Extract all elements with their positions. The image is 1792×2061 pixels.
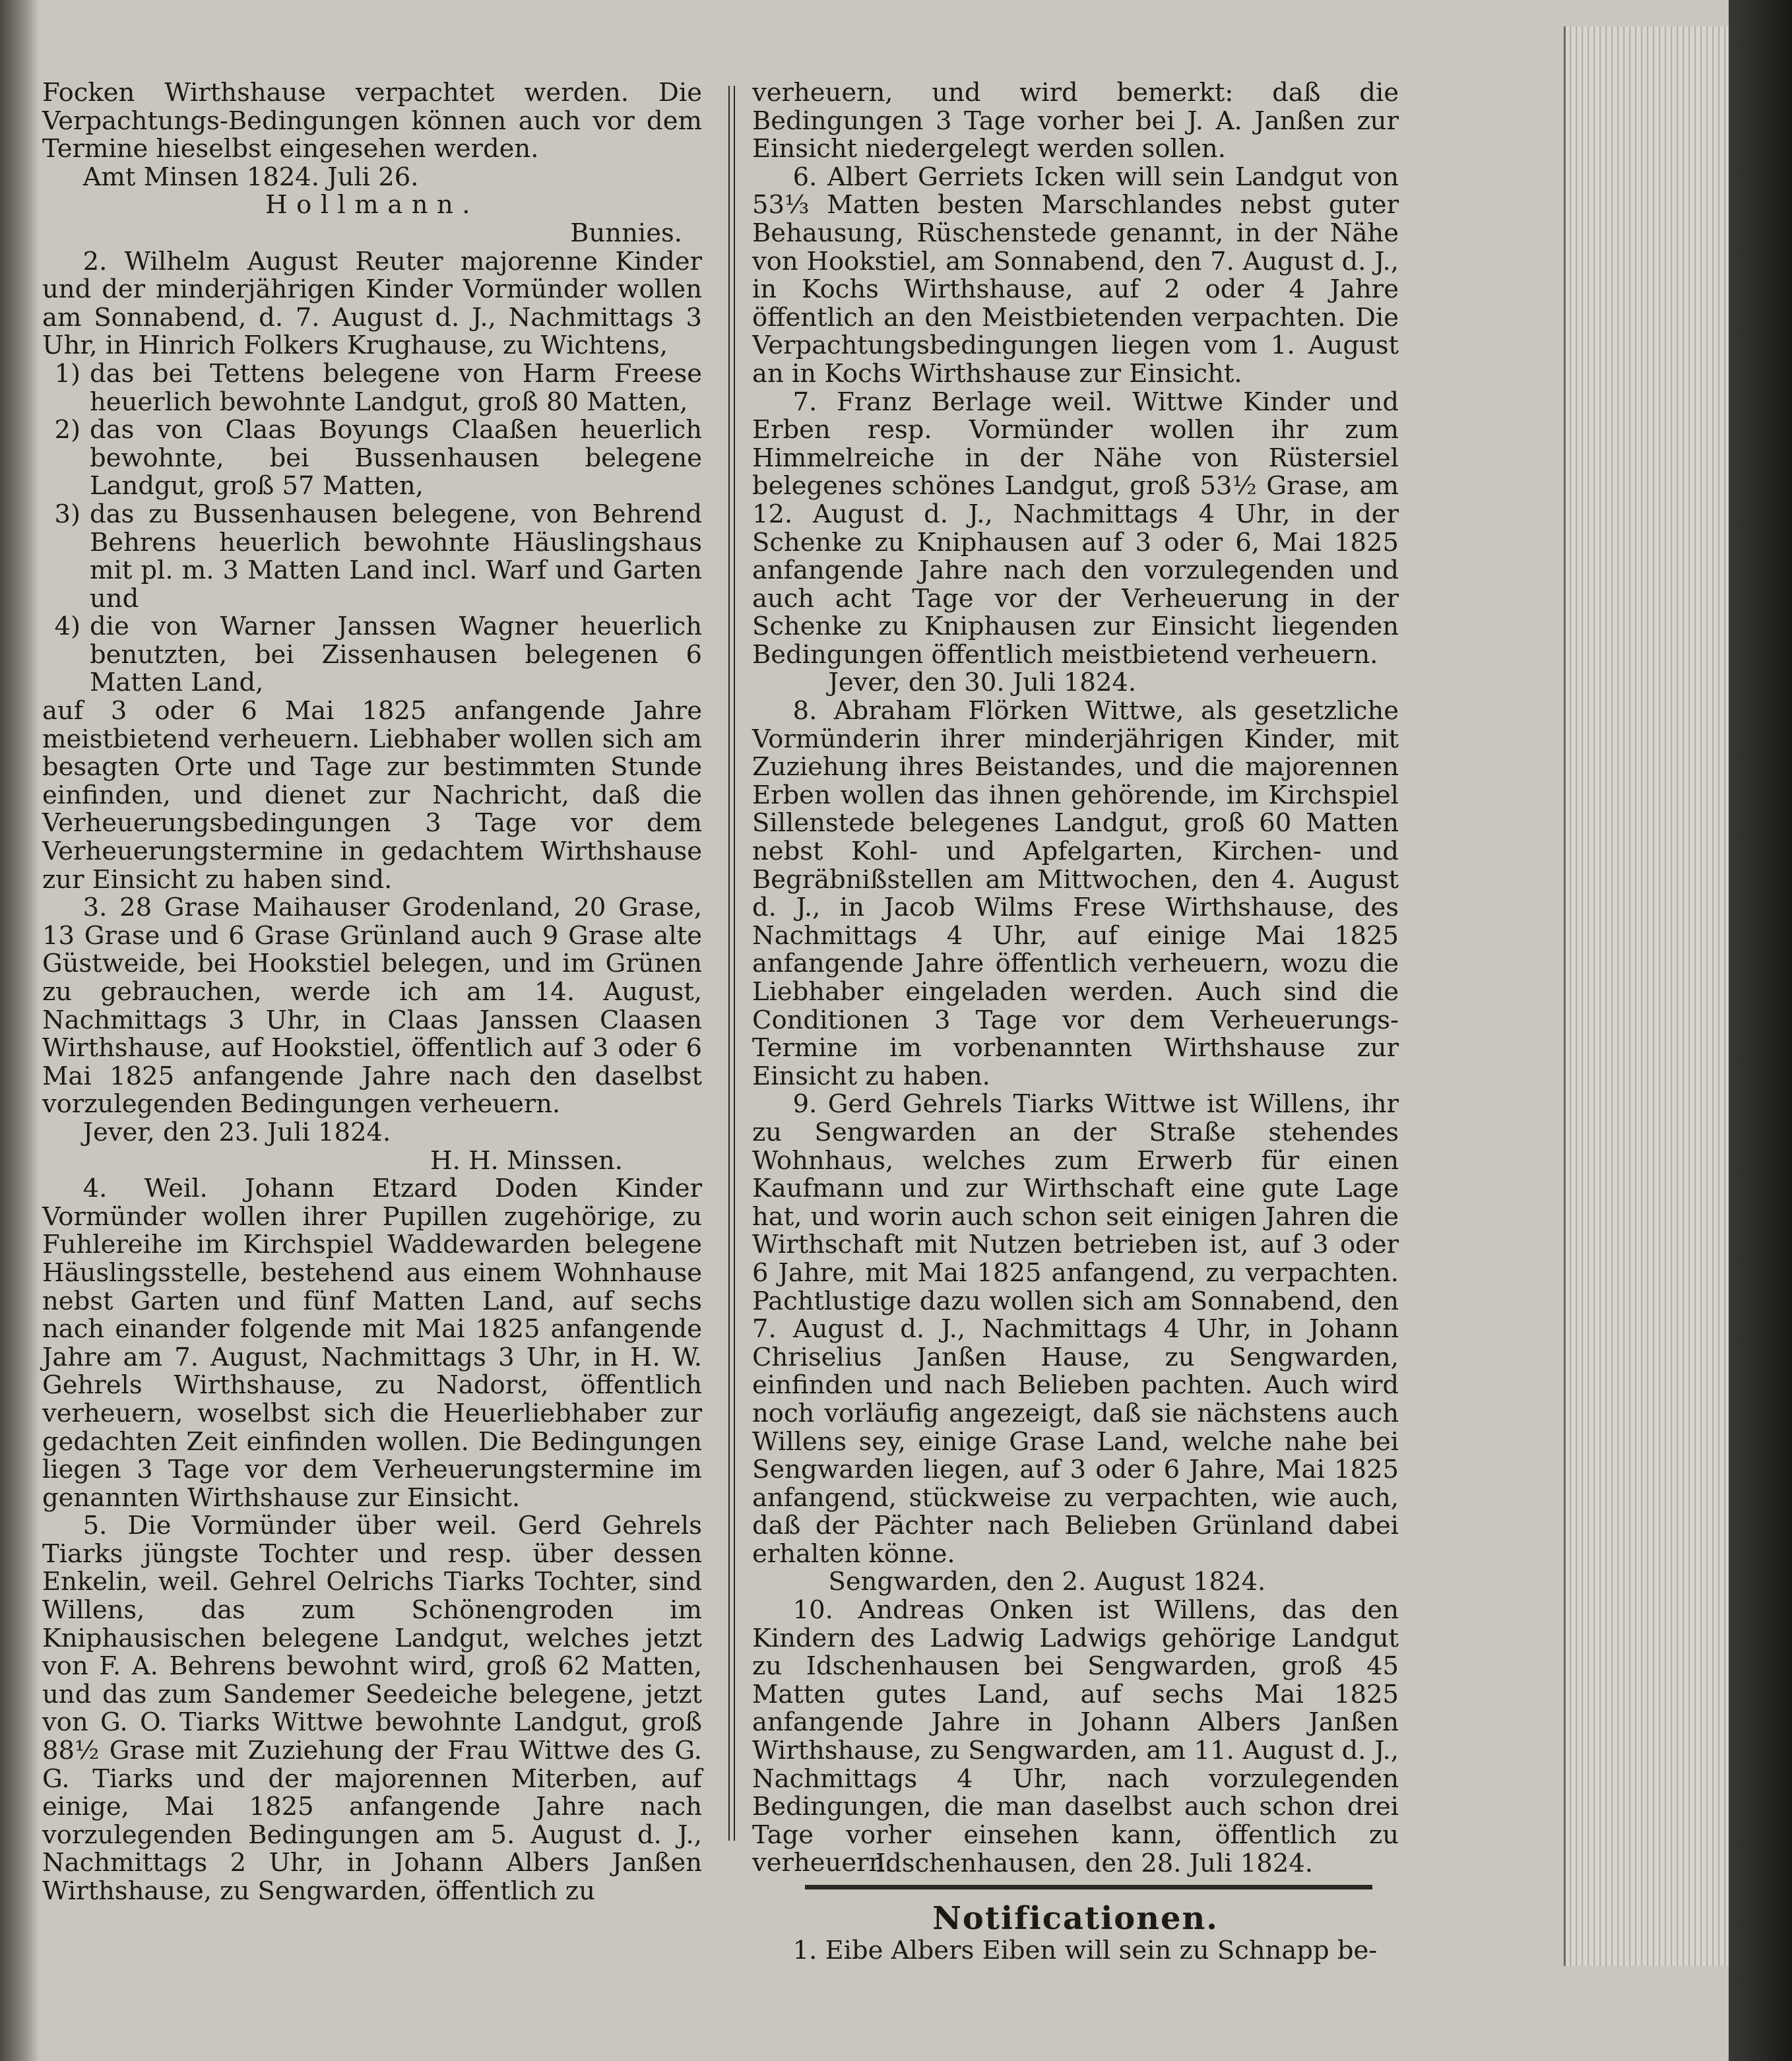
place-date: Amt Minsen 1824. Juli 26. <box>82 162 419 192</box>
notice-item-2-list <box>42 360 702 697</box>
list-item: 1) das bei Tettens belegene von Harm Freese heuerlich bewohnte Landgut, groß 80 Matten, <box>54 358 702 417</box>
section-title: Notificationen. <box>932 1899 1219 1937</box>
notice-item-2-outro: auf 3 oder 6 Mai 1825 anfangende Jahre meistbietend verheuern. Liebhaber wollen sich am besagten Orte und Tage zur bestimmten Stunde einfinden, und dienet zur Nachricht, daß die Verheuerungsbedingungen 3 Tage vor dem Verheuerungstermine in gedachtem Wirthshause zur Einsicht zu haben sind. <box>42 696 702 895</box>
notice-item-6: 6. Albert Gerriets Icken will sein Landgut von 53⅓ Matten besten Marschlandes nebst guter Behausung, Rüschenstede genannt, in der Nähe von Hookstiel, am Sonnabend, den 7. August d. J., in Kochs Wirthshause, auf 2 oder 4 Jahre öffentlich an den Meistbietenden verpachten. Die Verpachtungsbedingungen liegen vom 1. August an in Kochs Wirthshause zur Einsicht. <box>752 162 1399 389</box>
place-date: Sengwarden, den 2. August 1824. <box>828 1567 1266 1597</box>
right-column <box>752 79 1399 1965</box>
notice-item-4: 4. Weil. Johann Etzard Doden Kinder Vormünder wollen ihrer Pupillen zugehörige, zu Fuhlereihe im Kirchspiel Waddewarden belegene Häuslingsstelle, bestehend aus einem Wohnhause nebst Garten und fünf Matten Land, auf sechs nach einander folgende mit Mai 1825 anfangende Jahre am 7. August, Nachmittags 3 Uhr, in H. W. Gehrels Wirthshause, zu Nadorst, öffentlich verheuern, woselbst sich die Heuerliebhaber zur gedachten Zeit einfinden wollen. Die Bedingungen liegen 3 Tage vor dem Verheuerungstermine im genannten Wirthshause zur Einsicht. <box>42 1174 702 1513</box>
place-date: Jever, den 23. Juli 1824. <box>82 1117 391 1147</box>
signature: Bunnies. <box>570 218 682 248</box>
book-edge-background <box>1729 0 1792 2061</box>
notice-item-2: 2. Wilhelm August Reuter majorenne Kinder und der minderjährigen Kinder Vormünder wollen am Sonnabend, d. 7. August d. J., Nachmittags 3 Uhr, in Hinrich Folkers Krughause, zu Wichtens, <box>42 246 702 361</box>
page-stack-edge <box>1564 26 1731 1966</box>
continuation-text: verheuern, und wird bemerkt: daß die Bedingungen 3 Tage vorher bei J. A. Janßen zur Einsicht niedergelegt werden sollen. <box>752 78 1399 164</box>
signature: H. H. Minssen. <box>430 1145 623 1176</box>
section-rule <box>805 1885 1372 1889</box>
notice-item-7: 7. Franz Berlage weil. Wittwe Kinder und Erben resp. Vormünder wollen ihr zum Himmelreiche in der Nähe von Rüstersiel belegenes schönes Landgut, groß 53½ Grase, am 12. August d. J., Nachmittags 4 Uhr, in der Schenke zu Kniphausen auf 3 oder 6, Mai 1825 anfangende Jahre nach den vorzulegenden und auch acht Tage vor der Verheuerung in der Schenke zu Kniphausen zur Einsicht liegenden Bedingungen öffentlich meistbietend verheuern. <box>752 387 1399 670</box>
place-date: Idschenhausen, den 28. Juli 1824. <box>875 1849 1313 1878</box>
notice-item-5: 5. Die Vormünder über weil. Gerd Gehrels Tiarks jüngste Tochter und resp. über dessen Enkelin, weil. Gehrel Oelrichs Tiarks Tochter, sind Willens, das zum Schönengroden im Kniphausischen belegene Landgut, welches jetzt von F. A. Behrens bewohnt wird, groß 62 Matten, und das zum Sandemer Seedeiche belegene, jetzt von G. O. Tiarks Wittwe bewohnte Landgut, groß 88½ Grase mit Zuziehung der Frau Wittwe des G. G. Tiarks und der majorennen Miterben, auf einige, Mai 1825 anfangende Jahre nach vorzulegenden Bedingungen am 5. August d. J., Nachmittags 2 Uhr, in Johann Albers Janßen Wirthshause, zu Sengwarden, öffentlich zu <box>42 1511 702 1906</box>
notice-item-3: 3. 28 Grase Maihauser Grodenland, 20 Grase, 13 Grase und 6 Grase Grünland auch 9 Grase alte Güstweide, bei Hookstiel belegen, und im Grünen zu gebrauchen, werde ich am 14. August, Nachmittags 3 Uhr, in Claas Janssen Claasen Wirthshause, auf Hookstiel, öffentlich auf 3 oder 6 Mai 1825 anfangende Jahre nach den daselbst vorzulegenden Bedingungen verheuern. <box>42 893 702 1120</box>
book-gutter-shadow <box>0 0 40 2061</box>
notice-item-8: 8. Abraham Flörken Wittwe, als gesetzliche Vormünderin ihrer minderjährigen Kinder, mit Zuziehung ihres Beistandes, und die majorennen Erben wollen das ihnen gehörende, im Kirchspiel Sillenstede belegenes Landgut, groß 60 Matten nebst Kohl- und Apfelgarten, Kirchen- und Begräbnißstellen am Mittwochen, den 4. August d. J., in Jacob Wilms Frese Wirthshause, des Nachmittags 4 Uhr, auf einige Mai 1825 anfangende Jahre öffentlich verheuern, wozu die Liebhaber eingeladen werden. Auch sind die Conditionen 3 Tage vor dem Verheuerungs-Termine im vorbenannten Wirthshause zur Einsicht zu haben. <box>752 696 1399 1091</box>
list-item: 2) das von Claas Boyungs Claaßen heuerlich bewohnte, bei Bussenhausen belegene Landgut, groß 57 Matten, <box>54 415 702 501</box>
signature: Hollmann. <box>265 190 479 220</box>
continuation-text: Focken Wirthshause verpachtet werden. Die Verpachtungs-Bedingungen können auch vor dem Termine hieselbst eingesehen werden. <box>42 78 702 164</box>
column-divider <box>728 86 735 1841</box>
list-item: 3) das zu Bussenhausen belegene, von Behrend Behrens heuerlich bewohnte Häuslingshaus mit pl. m. 3 Matten Land incl. Warf und Garten und <box>54 499 702 614</box>
list-item: 4) die von Warner Janssen Wagner heuerlich benutzten, bei Zissenhausen belegenen 6 Matten Land, <box>54 612 702 698</box>
place-date: Jever, den 30. Juli 1824. <box>828 668 1137 698</box>
left-column <box>42 79 702 1906</box>
notice-item-10: 10. Andreas Onken ist Willens, das den Kindern des Ladwig Ladwigs gehörige Landgut zu Idschenhausen bei Sengwarden, groß 45 Matten gutes Land, auf sechs Mai 1825 anfangende Jahre in Johann Albers Janßen Wirthshause, zu Sengwarden, am 11. August d. J., Nachmittags 4 Uhr, nach vorzulegenden Bedingungen, die man daselbst auch schon drei Tage vorher einsehen kann, öffentlich zu verheuern. <box>752 1595 1399 1878</box>
notice-item-9: 9. Gerd Gehrels Tiarks Wittwe ist Willens, ihr zu Sengwarden an der Straße stehendes Wohnhaus, welches zum Erwerb für einen Kaufmann und zur Wirthschaft eine gute Lage hat, und worin auch schon seit einigen Jahren die Wirthschaft mit Nutzen betrieben ist, auf 3 oder 6 Jahre, mit Mai 1825 anfangend, zu verpachten. Pachtlustige dazu wollen sich am Sonnabend, den 7. August d. J., Nachmittags 4 Uhr, in Johann Chriselius Janßen Hause, zu Sengwarden, einfinden und nach Belieben pachten. Auch wird noch vorläufig angezeigt, daß sie nächstens auch Willens sey, einige Grase Land, welche nahe bei Sengwarden liegen, auf 3 oder 6 Jahre, Mai 1825 anfangend, stückweise zu verpachten, wie auch, daß der Pächter nach Belieben Grünland dabei erhalten könne. <box>752 1089 1399 1569</box>
notification-item-1: 1. Eibe Albers Eiben will sein zu Schnapp be- <box>792 1935 1378 1965</box>
